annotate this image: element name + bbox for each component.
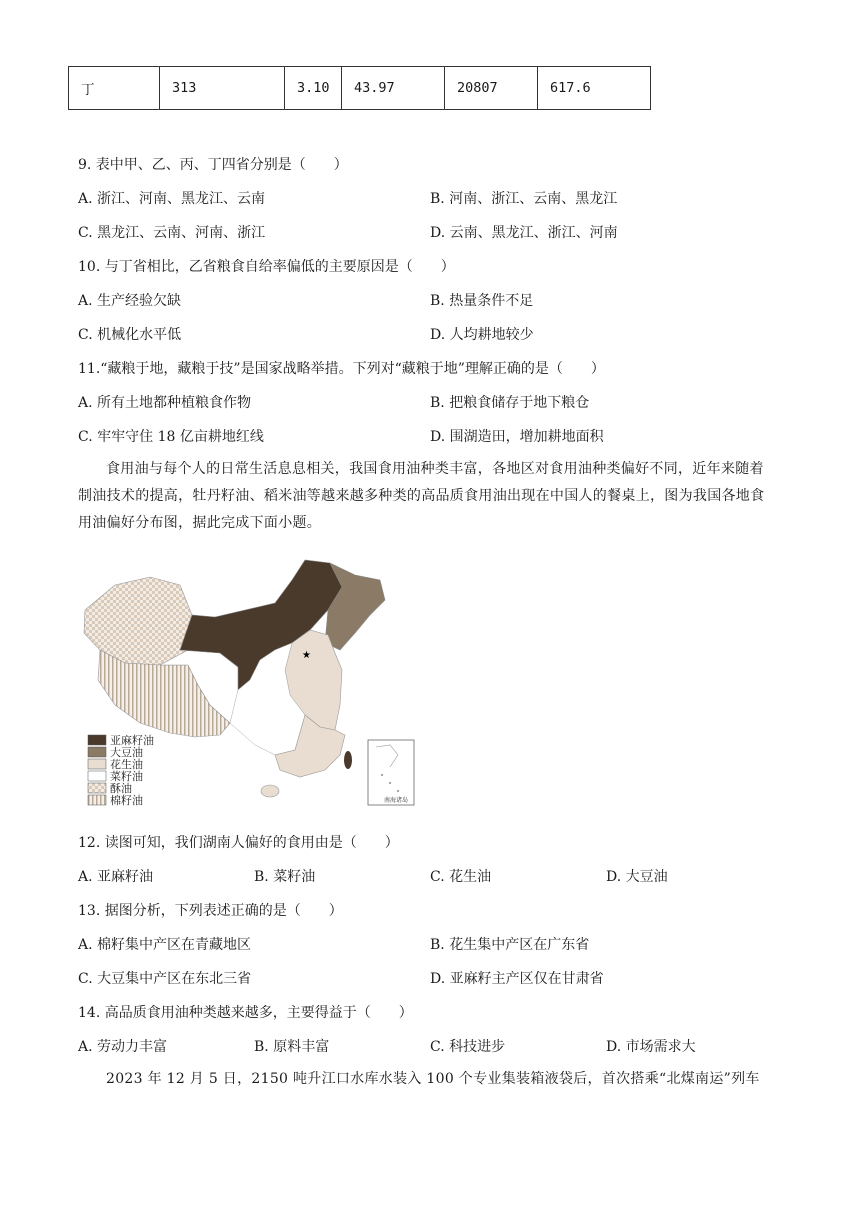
question-9-stem: 9. 表中甲、乙、丙、丁四省分别是（ ） xyxy=(78,157,348,173)
legend-label: 亚麻籽油 xyxy=(110,734,154,747)
q13-option-c[interactable]: C. 大豆集中产区在东北三省 xyxy=(78,971,252,987)
q12-option-a[interactable]: A. 亚麻籽油 xyxy=(78,869,154,885)
q10-option-c[interactable]: C. 机械化水平低 xyxy=(78,327,182,343)
table-row xyxy=(69,67,651,110)
data-table xyxy=(68,66,651,110)
q13-option-a[interactable]: A. 棉籽集中产区在青藏地区 xyxy=(78,937,252,953)
table-cell: 丁 xyxy=(69,67,160,110)
q14-option-c[interactable]: C. 科技进步 xyxy=(430,1039,506,1055)
q9-option-a[interactable]: A. 浙江、河南、黑龙江、云南 xyxy=(78,191,266,207)
q12-option-d[interactable]: D. 大豆油 xyxy=(606,869,668,885)
region-hainan xyxy=(261,785,279,797)
q14-option-b[interactable]: B. 原料丰富 xyxy=(254,1039,330,1055)
q11-option-c[interactable]: C. 牢牢守住 18 亿亩耕地红线 xyxy=(78,429,264,445)
south-china-sea-inset xyxy=(368,740,414,805)
q10-option-b[interactable]: B. 热量条件不足 xyxy=(430,293,534,309)
capital-star-icon: ★ xyxy=(302,650,311,661)
table-cell: 43.97 xyxy=(342,67,445,110)
q10-option-a[interactable]: A. 生产经验欠缺 xyxy=(78,293,182,309)
q12-option-b[interactable]: B. 菜籽油 xyxy=(254,869,316,885)
legend-swatch-5 xyxy=(88,795,106,805)
q9-option-d[interactable]: D. 云南、黑龙江、浙江、河南 xyxy=(430,225,618,241)
q9-option-c[interactable]: C. 黑龙江、云南、河南、浙江 xyxy=(78,225,266,241)
q9-option-b[interactable]: B. 河南、浙江、云南、黑龙江 xyxy=(430,191,618,207)
q11-option-d[interactable]: D. 围湖造田，增加耕地面积 xyxy=(430,429,604,445)
question-13-stem: 13. 据图分析，下列表述正确的是（ ） xyxy=(78,903,343,919)
q11-option-a[interactable]: A. 所有土地都种植粮食作物 xyxy=(78,395,252,411)
table-cell: 313 xyxy=(160,67,285,110)
q11-option-b[interactable]: B. 把粮食储存于地下粮仓 xyxy=(430,395,590,411)
table-cell: 20807 xyxy=(445,67,538,110)
question-12-stem: 12. 读图可知，我们湖南人偏好的食用由是（ ） xyxy=(78,835,399,851)
legend-label: 菜籽油 xyxy=(110,770,143,783)
q10-option-d[interactable]: D. 人均耕地较少 xyxy=(430,327,534,343)
legend-label: 花生油 xyxy=(110,758,143,771)
q14-option-a[interactable]: A. 劳动力丰富 xyxy=(78,1039,168,1055)
next-passage-start: 2023 年 12 月 5 日，2150 吨升江口水库水装入 100 个专业集装箱液袋后，首次搭乘“北煤南运”列车 xyxy=(106,1071,760,1087)
q13-option-d[interactable]: D. 亚麻籽主产区仅在甘肃省 xyxy=(430,971,604,987)
q13-option-b[interactable]: B. 花生集中产区在广东省 xyxy=(430,937,590,953)
question-10-stem: 10. 与丁省相比，乙省粮食自给率偏低的主要原因是（ ） xyxy=(78,259,455,275)
region-taiwan xyxy=(344,751,352,769)
reading-passage: 食用油与每个人的日常生活息息相关，我国食用油种类丰富，各地区对食用油种类偏好不同，近年来随着制油技术的提高，牡丹籽油、稻米油等越来越多种类的高品质食用油出现在中国人的餐桌上，图为我国各地食用油偏好分布图，据此完成下面小题。 xyxy=(78,461,765,531)
table-cell: 3.10 xyxy=(285,67,342,110)
q14-option-d[interactable]: D. 市场需求大 xyxy=(606,1039,696,1055)
edible-oil-preference-map xyxy=(80,555,420,810)
legend-swatch-2 xyxy=(88,759,106,769)
legend-swatch-1 xyxy=(88,747,106,757)
question-14-stem: 14. 高品质食用油种类越来越多，主要得益于（ ） xyxy=(78,1005,413,1021)
question-11-stem: 11.“藏粮于地，藏粮于技”是国家战略举措。下列对“藏粮于地”理解正确的是（ ） xyxy=(78,361,605,377)
q12-option-c[interactable]: C. 花生油 xyxy=(430,869,492,885)
legend-label: 棉籽油 xyxy=(110,794,143,807)
table-cell: 617.6 xyxy=(538,67,651,110)
legend-swatch-3 xyxy=(88,771,106,781)
legend-label: 酥油 xyxy=(110,782,132,795)
map-legend xyxy=(88,733,154,807)
legend-swatch-4 xyxy=(88,783,106,793)
legend-swatch-0 xyxy=(88,735,106,745)
inset-label: 南海诸岛 xyxy=(384,797,409,804)
legend-label: 大豆油 xyxy=(110,746,143,759)
